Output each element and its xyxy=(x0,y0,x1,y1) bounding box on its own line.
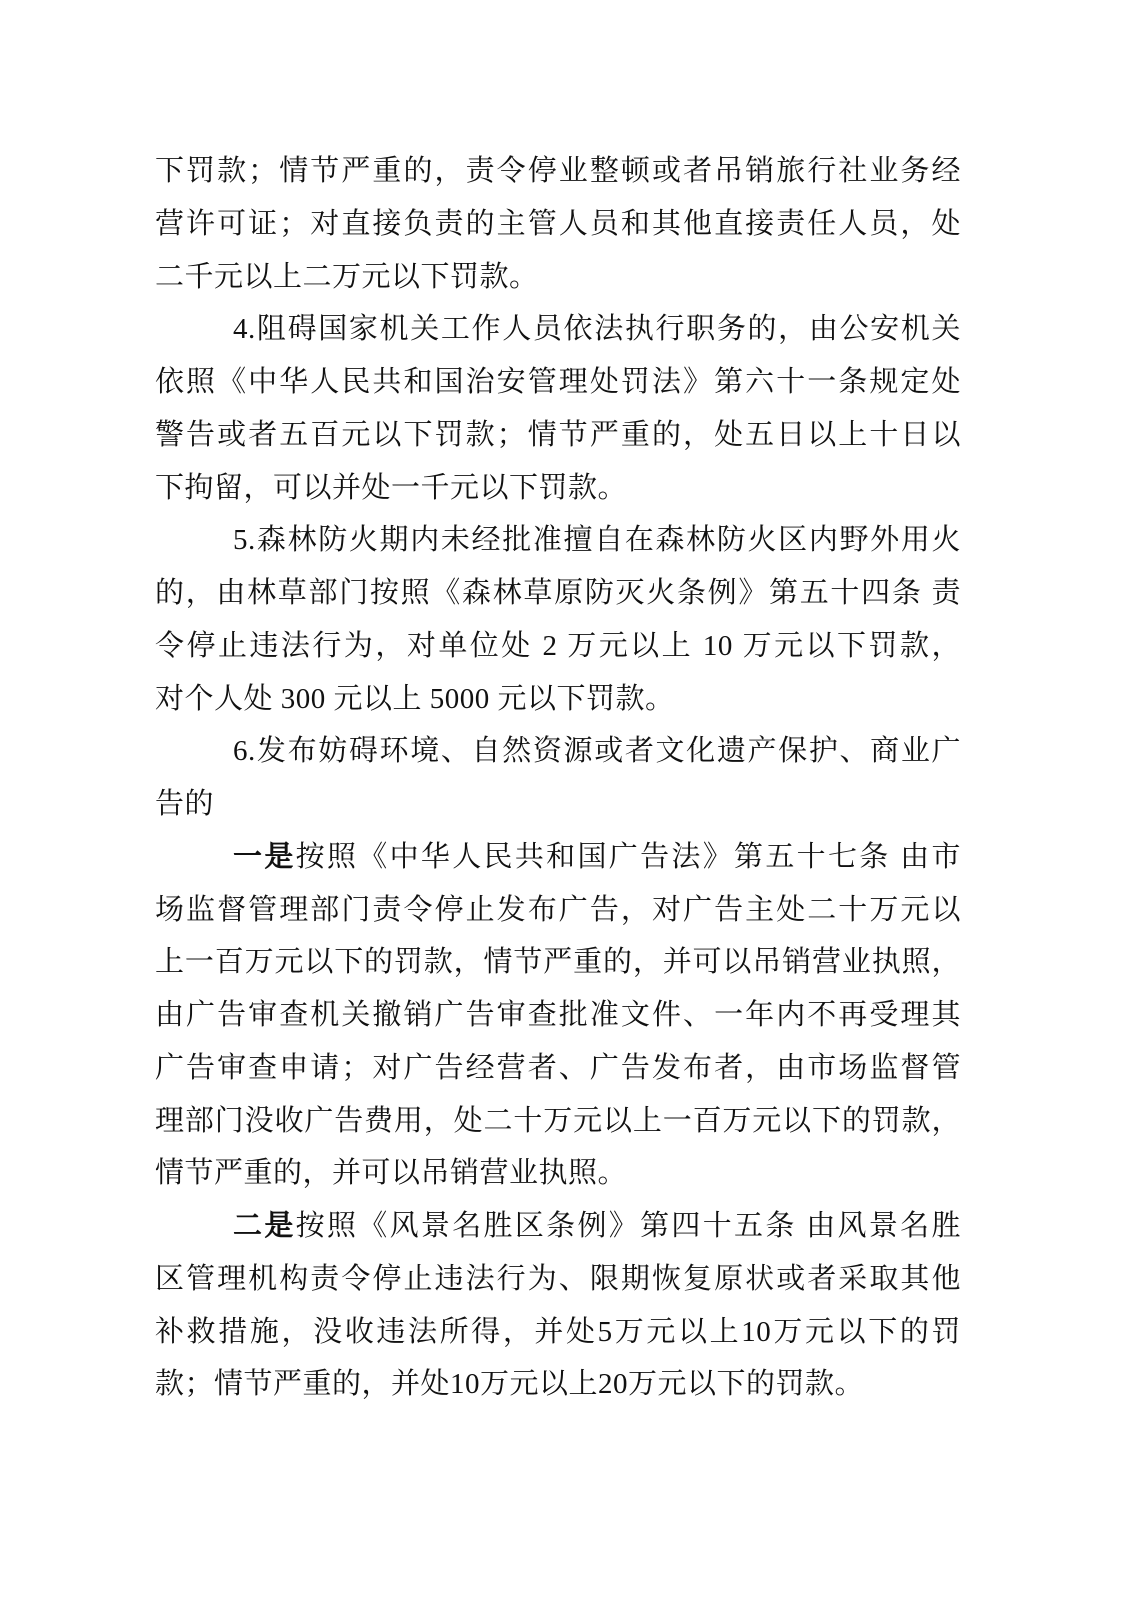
text-line: 上一百万元以下的罚款，情节严重的，并可以吊销营业执照， xyxy=(155,946,961,979)
text-line: 警告或者五百元以下罚款；情节严重的，处五日以上十日以 xyxy=(155,418,961,451)
text-run: 按照《风景名胜区条例》第四十五条 由风景名胜 xyxy=(295,1210,961,1242)
text-line: 款；情节严重的，并处10万元以上20万元以下的罚款。 xyxy=(155,1368,865,1401)
text-line: 对个人处 300 元以上 5000 元以下罚款。 xyxy=(155,682,675,715)
text-line: 营许可证；对直接负责的主管人员和其他直接责任人员，处 xyxy=(155,207,961,240)
text-line: 广告审查申请；对广告经营者、广告发布者，由市场监督管 xyxy=(155,1051,961,1084)
text-line: 下拘留，可以并处一千元以下罚款。 xyxy=(155,471,628,504)
text-line: 依照《中华人民共和国治安管理处罚法》第六十一条规定处 xyxy=(155,366,961,398)
text-line: 6.发布妨碍环境、自然资源或者文化遗产保护、商业广 xyxy=(233,735,961,768)
text-line: 补救措施，没收违法所得，并处5万元以上10万元以下的罚 xyxy=(155,1315,961,1348)
text-line: 告的 xyxy=(155,788,215,820)
text-line: 理部门没收广告费用，处二十万元以上一百万元以下的罚款， xyxy=(155,1104,961,1137)
text-line: 下罚款；情节严重的，责令停业整顿或者吊销旅行社业务经 xyxy=(155,155,961,187)
text-line: 5.森林防火期内未经批准擅自在森林防火区内野外用火 xyxy=(233,524,961,557)
text-line: 4.阻碍国家机关工作人员依法执行职务的，由公安机关 xyxy=(233,313,961,346)
text-line: 二千元以上二万元以下罚款。 xyxy=(155,260,539,293)
text-line: 的，由林草部门按照《森林草原防灭火条例》第五十四条 责 xyxy=(155,577,961,609)
bold-run-marker: 一是 xyxy=(233,840,296,873)
bold-run-marker: 二是 xyxy=(233,1210,296,1242)
text-block xyxy=(155,145,961,1411)
text-line xyxy=(155,831,961,884)
text-line: 区管理机构责令停止违法行为、限期恢复原状或者采取其他 xyxy=(155,1262,961,1295)
text-line xyxy=(155,1200,961,1253)
text-line: 情节严重的，并可以吊销营业执照。 xyxy=(155,1157,628,1190)
text-line: 令停止违法行为，对单位处 2 万元以上 10 万元以下罚款， xyxy=(155,629,961,662)
text-line: 场监督管理部门责令停止发布广告，对广告主处二十万元以 xyxy=(155,893,961,926)
text-line: 由广告审查机关撤销广告审查批准文件、一年内不再受理其 xyxy=(155,999,961,1031)
text-run: 按照《中华人民共和国广告法》第五十七条 由市 xyxy=(295,840,961,873)
